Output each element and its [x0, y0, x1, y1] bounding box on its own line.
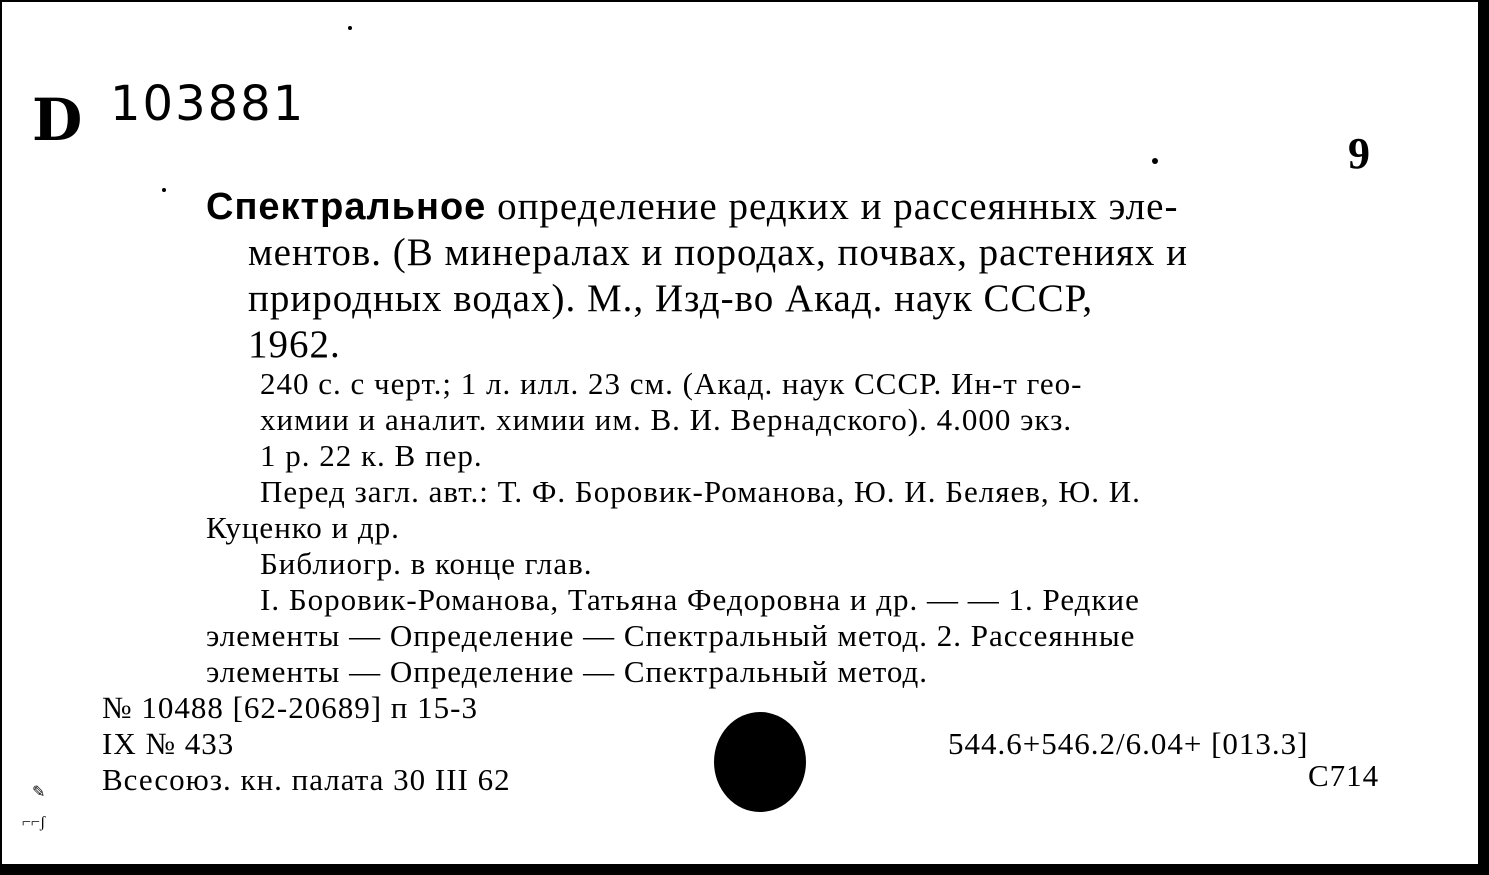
- title-bold-word: Спектральное: [206, 186, 487, 228]
- bibliography-note: Библиогр. в конце глав.: [260, 546, 593, 581]
- title-line-4: 1962.: [248, 323, 341, 366]
- accession-number: № 10488 [62-20689] п 15-3: [102, 690, 478, 725]
- title-line-1: [206, 184, 1380, 229]
- tracing-line-1: I. Боровик-Романова, Татьяна Федоровна и др. — — 1. Редкие: [260, 582, 1140, 617]
- chamber-stamp: Всесоюз. кн. палата 30 III 62: [102, 762, 511, 797]
- ink-speck: [348, 26, 352, 30]
- authors-note-line-2: Куценко и др.: [206, 510, 400, 545]
- cutter-number: С714: [1308, 758, 1380, 793]
- collation-line-2: химии и аналит. химии им. В. И. Вернадского). 4.000 экз.: [260, 402, 1073, 437]
- tracing-line-2: элементы — Определение — Спектральный метод. 2. Рассеянные: [206, 618, 1136, 653]
- ink-dot: [1152, 158, 1158, 164]
- udc-classification: 544.6+546.2/6.04+ [013.3]: [948, 726, 1309, 761]
- title-line-2: ментов. (В минералах и породах, почвах, растениях и: [248, 231, 1188, 274]
- ink-speck: [162, 188, 166, 192]
- collation-line-1: 240 с. с черт.; 1 л. илл. 23 см. (Акад. наук СССР. Ин-т гео-: [260, 366, 1083, 401]
- handwritten-mark: ✎: [32, 784, 46, 801]
- punch-hole: [714, 712, 806, 812]
- tracing-line-3: элементы — Определение — Спектральный метод.: [206, 654, 928, 689]
- title-line-3: природных водах). М., Изд-во Акад. наук СССР,: [248, 277, 1094, 320]
- collation-line-3: 1 р. 22 к. В пер.: [260, 438, 483, 473]
- card-number: 9: [1348, 129, 1370, 178]
- title-line-1-rest: определение редких и рассеянных эле-: [497, 185, 1179, 228]
- call-prefix: D: [32, 86, 83, 154]
- handwritten-mark: ⌐⌐ʃ: [22, 814, 46, 831]
- authors-note-line-1: Перед загл. авт.: Т. Ф. Боровик-Романова, Ю. И. Беляев, Ю. И.: [260, 474, 1141, 509]
- call-number-handwritten: 103881: [110, 76, 306, 132]
- registry-number: IX № 433: [102, 726, 235, 761]
